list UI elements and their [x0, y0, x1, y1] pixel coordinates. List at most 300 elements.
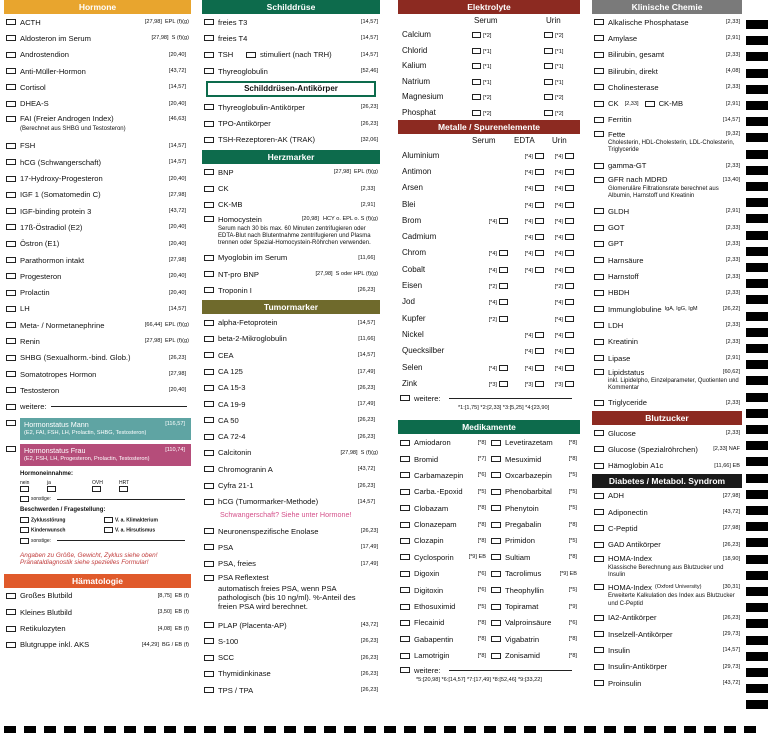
opt-klimak[interactable]	[104, 517, 158, 523]
medi-weitere[interactable]	[398, 664, 580, 677]
edta-cell[interactable]	[510, 330, 546, 339]
checkbox[interactable]	[204, 169, 214, 175]
haema-row[interactable]	[4, 604, 191, 620]
tumor-row[interactable]	[202, 363, 380, 379]
checkbox[interactable]	[6, 257, 16, 263]
klinik-row[interactable]	[592, 203, 742, 219]
schild-row[interactable]	[202, 14, 380, 30]
medi-weitere-line[interactable]	[449, 670, 572, 671]
medi-row[interactable]	[489, 500, 580, 516]
checkbox[interactable]	[491, 456, 501, 462]
edta-cell[interactable]	[510, 183, 546, 192]
opt-ovh[interactable]	[92, 480, 103, 492]
edta-cell[interactable]	[510, 248, 546, 257]
checkbox[interactable]	[204, 352, 214, 358]
checkbox[interactable]	[204, 104, 214, 110]
weitere-line[interactable]	[51, 406, 187, 407]
hormone-row[interactable]	[4, 317, 191, 333]
checkbox[interactable]	[594, 680, 604, 686]
medi-row[interactable]	[398, 451, 489, 467]
medi-row[interactable]	[489, 648, 580, 664]
medi-row[interactable]	[489, 566, 580, 582]
checkbox[interactable]	[594, 84, 604, 90]
checkbox[interactable]	[400, 604, 410, 610]
checkbox[interactable]	[491, 522, 501, 528]
urin-cell[interactable]	[546, 281, 576, 290]
psa-reflex-row[interactable]	[202, 572, 380, 611]
hormone-row[interactable]	[4, 366, 191, 382]
hormone-row[interactable]	[4, 170, 191, 186]
checkbox[interactable]	[204, 121, 214, 127]
checkbox[interactable]	[6, 208, 16, 214]
klinik-row[interactable]	[592, 157, 742, 173]
checkbox[interactable]	[491, 505, 501, 511]
hormone-row[interactable]	[4, 350, 191, 366]
urin-cell[interactable]	[546, 330, 576, 339]
hormone-row[interactable]	[4, 268, 191, 284]
dia-row[interactable]	[592, 520, 742, 536]
checkbox[interactable]	[6, 19, 16, 25]
klinik-row[interactable]	[592, 47, 742, 63]
dia-row[interactable]	[592, 675, 742, 691]
checkbox[interactable]	[594, 208, 604, 214]
checkbox[interactable]	[594, 225, 604, 231]
ck-row[interactable]	[592, 95, 742, 111]
medi-row[interactable]	[489, 467, 580, 483]
edta-cell[interactable]	[510, 346, 546, 355]
medi-row[interactable]	[398, 467, 489, 483]
serum-cell[interactable]	[472, 108, 544, 117]
metalle-weitere-line[interactable]	[449, 398, 572, 399]
medi-row[interactable]	[489, 533, 580, 549]
hormone-row[interactable]	[4, 154, 191, 170]
checkbox[interactable]	[204, 466, 214, 472]
medi-row[interactable]	[398, 631, 489, 647]
urin-cell[interactable]	[546, 297, 576, 306]
checkbox[interactable]	[491, 472, 501, 478]
klinik-row[interactable]	[592, 219, 742, 235]
urin-cell[interactable]	[544, 61, 563, 70]
checkbox[interactable]	[594, 430, 604, 436]
checkbox[interactable]	[204, 561, 214, 567]
checkbox[interactable]	[400, 636, 410, 642]
dia-row[interactable]	[592, 642, 742, 658]
checkbox[interactable]	[6, 371, 16, 377]
urin-cell[interactable]	[544, 30, 563, 39]
checkbox[interactable]	[594, 35, 604, 41]
urin-cell[interactable]	[546, 346, 576, 355]
haema-row[interactable]	[4, 588, 191, 604]
checkbox[interactable]	[594, 68, 604, 74]
schild-ak-row[interactable]	[202, 99, 380, 115]
checkbox[interactable]	[6, 609, 16, 615]
herz-row[interactable]	[202, 250, 380, 266]
hormonstatus-mann-row[interactable]	[4, 418, 191, 440]
klinik-row[interactable]	[592, 112, 742, 128]
checkbox[interactable]	[491, 604, 501, 610]
schild-row[interactable]	[202, 47, 380, 63]
urin-cell[interactable]	[544, 92, 563, 101]
serum-cell[interactable]	[472, 248, 510, 257]
klinik-row[interactable]	[592, 334, 742, 350]
hormone-row[interactable]	[4, 187, 191, 203]
hormone-row[interactable]	[4, 219, 191, 235]
trh-checkbox[interactable]	[246, 52, 256, 58]
serum-cell[interactable]	[472, 77, 544, 86]
checkbox[interactable]	[204, 19, 214, 25]
checkbox[interactable]	[6, 84, 16, 90]
checkbox[interactable]	[594, 19, 604, 25]
tumor-row[interactable]	[202, 461, 380, 477]
checkbox[interactable]	[204, 287, 214, 293]
checkbox[interactable]	[6, 68, 16, 74]
checkbox[interactable]	[594, 52, 604, 58]
klinik-row[interactable]	[592, 350, 742, 366]
checkbox[interactable]	[6, 338, 16, 344]
tumor-row[interactable]	[202, 477, 380, 493]
herz-row[interactable]	[202, 282, 380, 298]
hormone-row[interactable]	[4, 301, 191, 317]
klinik-row[interactable]	[592, 30, 742, 46]
metalle-weitere[interactable]	[398, 391, 580, 405]
medi-row[interactable]	[489, 615, 580, 631]
checkbox[interactable]	[204, 450, 214, 456]
serum-cell[interactable]	[472, 61, 544, 70]
dia-row[interactable]	[592, 488, 742, 504]
medi-row[interactable]	[398, 566, 489, 582]
dia-row[interactable]	[592, 537, 742, 553]
dia-row[interactable]	[592, 504, 742, 520]
checkbox[interactable]	[594, 274, 604, 280]
checkbox[interactable]	[204, 320, 214, 326]
haema-row[interactable]	[4, 637, 191, 653]
checkbox[interactable]	[400, 522, 410, 528]
checkbox[interactable]	[491, 587, 501, 593]
hormonstatus-frau-row[interactable]	[4, 444, 191, 466]
urin-cell[interactable]	[546, 183, 576, 192]
checkbox[interactable]	[204, 336, 214, 342]
klinik-row[interactable]	[592, 63, 742, 79]
medi-row[interactable]	[398, 533, 489, 549]
checkbox[interactable]	[594, 163, 604, 169]
homa-row[interactable]	[592, 553, 742, 581]
checkbox[interactable]	[204, 401, 214, 407]
edta-cell[interactable]	[510, 379, 546, 388]
checkbox[interactable]	[204, 385, 214, 391]
checkbox[interactable]	[400, 440, 410, 446]
medi-row[interactable]	[489, 484, 580, 500]
checkbox[interactable]	[594, 647, 604, 653]
checkbox[interactable]	[204, 434, 214, 440]
checkbox[interactable]	[6, 355, 16, 361]
klinik-row[interactable]	[592, 285, 742, 301]
medi-row[interactable]	[489, 631, 580, 647]
bz-row[interactable]	[592, 441, 742, 457]
checkbox[interactable]	[400, 653, 410, 659]
checkbox[interactable]	[594, 615, 604, 621]
medi-row[interactable]	[489, 516, 580, 532]
schild-ak-row[interactable]	[202, 115, 380, 131]
checkbox[interactable]	[204, 499, 214, 505]
checkbox[interactable]	[400, 472, 410, 478]
opt-nein[interactable]	[20, 480, 31, 492]
checkbox[interactable]	[491, 538, 501, 544]
checkbox[interactable]	[204, 137, 214, 143]
checkbox[interactable]	[400, 587, 410, 593]
checkbox[interactable]	[6, 35, 16, 41]
opt-zyklus[interactable]	[20, 517, 104, 523]
hormone-row[interactable]	[4, 79, 191, 95]
checkbox[interactable]	[6, 241, 16, 247]
checkbox[interactable]	[204, 68, 214, 74]
edta-cell[interactable]	[510, 232, 546, 241]
checkbox[interactable]	[594, 339, 604, 345]
hormone-row[interactable]	[4, 30, 191, 46]
urin-cell[interactable]	[546, 248, 576, 257]
medi-row[interactable]	[489, 434, 580, 450]
herz-row[interactable]	[202, 197, 380, 213]
serum-cell[interactable]	[472, 297, 510, 306]
schild-ak-row[interactable]	[202, 132, 380, 148]
hormone-row[interactable]	[4, 95, 191, 111]
hormone-row[interactable]	[4, 138, 191, 154]
herz-row[interactable]	[202, 164, 380, 180]
opt-hrt[interactable]	[119, 480, 130, 492]
tumor-row[interactable]	[202, 682, 380, 698]
edta-cell[interactable]	[510, 216, 546, 225]
serum-cell[interactable]	[472, 363, 510, 372]
urin-cell[interactable]	[544, 77, 563, 86]
checkbox[interactable]	[6, 642, 16, 648]
urin-cell[interactable]	[546, 232, 576, 241]
hormone-row[interactable]	[4, 203, 191, 219]
haema-row[interactable]	[4, 620, 191, 636]
klinik-row[interactable]	[592, 14, 742, 30]
checkbox[interactable]	[6, 159, 16, 165]
checkbox[interactable]	[6, 387, 16, 393]
schild-row[interactable]	[202, 63, 380, 79]
checkbox[interactable]	[6, 116, 16, 122]
hormone-row[interactable]	[4, 252, 191, 268]
opt-ja[interactable]	[47, 480, 58, 492]
checkbox[interactable]	[491, 620, 501, 626]
urin-cell[interactable]	[544, 108, 563, 117]
checkbox[interactable]	[491, 440, 501, 446]
dia-row[interactable]	[592, 659, 742, 675]
hormone-row[interactable]	[4, 333, 191, 349]
tumor-row[interactable]	[202, 380, 380, 396]
checkbox[interactable]	[6, 176, 16, 182]
checkbox[interactable]	[491, 636, 501, 642]
serum-cell[interactable]	[472, 265, 510, 274]
opt-kinder[interactable]	[20, 527, 104, 533]
checkbox[interactable]	[400, 505, 410, 511]
bz-row[interactable]	[592, 425, 742, 441]
checkbox[interactable]	[594, 525, 604, 531]
hormone-row[interactable]	[4, 284, 191, 300]
checkbox[interactable]	[594, 463, 604, 469]
tumor-row[interactable]	[202, 539, 380, 555]
hormone-row[interactable]	[4, 382, 191, 398]
checkbox[interactable]	[6, 290, 16, 296]
checkbox[interactable]	[594, 241, 604, 247]
tumor-row[interactable]	[202, 331, 380, 347]
checkbox[interactable]	[594, 664, 604, 670]
checkbox[interactable]	[6, 626, 16, 632]
checkbox[interactable]	[491, 571, 501, 577]
checkbox[interactable]	[6, 52, 16, 58]
checkbox[interactable]	[204, 544, 214, 550]
checkbox[interactable]	[491, 489, 501, 495]
tumor-row[interactable]	[202, 429, 380, 445]
medi-row[interactable]	[489, 582, 580, 598]
hormone-row[interactable]	[4, 63, 191, 79]
checkbox[interactable]	[6, 224, 16, 230]
edta-cell[interactable]	[510, 167, 546, 176]
checkbox[interactable]	[204, 52, 214, 58]
klinik-row[interactable]	[592, 252, 742, 268]
checkbox[interactable]	[594, 446, 604, 452]
checkbox[interactable]	[594, 322, 604, 328]
sonstige2-line[interactable]	[57, 540, 185, 541]
tumor-row[interactable]	[202, 347, 380, 363]
hormone-row[interactable]	[4, 236, 191, 252]
edta-cell[interactable]	[510, 265, 546, 274]
checkbox[interactable]	[594, 257, 604, 263]
tumor-row[interactable]	[202, 412, 380, 428]
sonstige-line[interactable]	[57, 499, 185, 500]
klinik-row[interactable]	[592, 268, 742, 284]
urin-cell[interactable]	[546, 151, 576, 160]
medi-row[interactable]	[398, 648, 489, 664]
checkbox[interactable]	[400, 456, 410, 462]
medi-row[interactable]	[489, 451, 580, 467]
checkbox[interactable]	[204, 655, 214, 661]
medi-row[interactable]	[398, 516, 489, 532]
checkbox[interactable]	[204, 35, 214, 41]
checkbox[interactable]	[400, 489, 410, 495]
checkbox[interactable]	[204, 483, 214, 489]
klinik-row[interactable]	[592, 317, 742, 333]
checkbox[interactable]	[204, 417, 214, 423]
checkbox[interactable]	[204, 369, 214, 375]
hormone-row[interactable]	[4, 14, 191, 30]
checkbox[interactable]	[594, 631, 604, 637]
checkbox[interactable]	[6, 143, 16, 149]
checkbox[interactable]	[6, 322, 16, 328]
serum-cell[interactable]	[472, 216, 510, 225]
checkbox[interactable]	[6, 306, 16, 312]
tumor-row[interactable]	[202, 617, 380, 633]
tumor-row[interactable]	[202, 396, 380, 412]
trigly-row[interactable]	[592, 395, 742, 411]
sonstige-row[interactable]	[20, 496, 191, 502]
checkbox[interactable]	[594, 117, 604, 123]
serum-cell[interactable]	[472, 30, 544, 39]
serum-cell[interactable]	[472, 379, 510, 388]
checkbox[interactable]	[400, 538, 410, 544]
hormone-row[interactable]	[4, 112, 191, 126]
tumor-row[interactable]	[202, 666, 380, 682]
edta-cell[interactable]	[510, 363, 546, 372]
tumor-row[interactable]	[202, 314, 380, 330]
checkbox[interactable]	[204, 255, 214, 261]
checkbox[interactable]	[6, 192, 16, 198]
checkbox[interactable]	[594, 493, 604, 499]
checkbox[interactable]	[6, 101, 16, 107]
urin-cell[interactable]	[546, 265, 576, 274]
serum-cell[interactable]	[472, 92, 544, 101]
urin-cell[interactable]	[546, 379, 576, 388]
checkbox[interactable]	[204, 271, 214, 277]
checkbox[interactable]	[6, 593, 16, 599]
urin-cell[interactable]	[546, 200, 576, 209]
dia-row[interactable]	[592, 610, 742, 626]
edta-cell[interactable]	[510, 151, 546, 160]
urin-cell[interactable]	[546, 216, 576, 225]
herz-row[interactable]	[202, 266, 380, 282]
checkbox[interactable]	[204, 671, 214, 677]
tumor-row[interactable]	[202, 494, 380, 510]
sonstige2-row[interactable]	[20, 538, 191, 544]
checkbox[interactable]	[204, 186, 214, 192]
checkbox[interactable]	[400, 554, 410, 560]
bz-row[interactable]	[592, 457, 742, 473]
tumor-row[interactable]	[202, 445, 380, 461]
medi-row[interactable]	[489, 549, 580, 565]
homa2-row[interactable]	[592, 581, 742, 609]
hormone-weitere[interactable]	[4, 399, 191, 415]
medi-row[interactable]	[398, 500, 489, 516]
checkbox[interactable]	[491, 653, 501, 659]
tumor-row[interactable]	[202, 556, 380, 572]
klinik-row[interactable]	[592, 236, 742, 252]
checkbox[interactable]	[594, 290, 604, 296]
medi-row[interactable]	[398, 549, 489, 565]
klinik-row[interactable]	[592, 79, 742, 95]
urin-cell[interactable]	[546, 167, 576, 176]
checkbox[interactable]	[204, 687, 214, 693]
medi-row[interactable]	[398, 598, 489, 614]
urin-cell[interactable]	[546, 314, 576, 323]
edta-cell[interactable]	[510, 200, 546, 209]
checkbox[interactable]	[400, 620, 410, 626]
medi-row[interactable]	[489, 598, 580, 614]
medi-row[interactable]	[398, 434, 489, 450]
checkbox[interactable]	[204, 202, 214, 208]
checkbox[interactable]	[594, 509, 604, 515]
tumor-row[interactable]	[202, 650, 380, 666]
medi-row[interactable]	[398, 582, 489, 598]
medi-row[interactable]	[398, 615, 489, 631]
homocystein-row[interactable]	[202, 213, 380, 250]
serum-cell[interactable]	[472, 46, 544, 55]
schild-row[interactable]	[202, 30, 380, 46]
serum-cell[interactable]	[472, 281, 510, 290]
hormone-row[interactable]	[4, 47, 191, 63]
checkbox[interactable]	[491, 554, 501, 560]
checkbox[interactable]	[204, 528, 214, 534]
checkbox[interactable]	[400, 571, 410, 577]
lipid-row[interactable]	[592, 366, 742, 394]
gfr-row[interactable]	[592, 174, 742, 203]
serum-cell[interactable]	[472, 314, 510, 323]
urin-cell[interactable]	[546, 363, 576, 372]
herz-row[interactable]	[202, 180, 380, 196]
urin-cell[interactable]	[544, 46, 563, 55]
checkbox[interactable]	[594, 542, 604, 548]
checkbox[interactable]	[204, 622, 214, 628]
